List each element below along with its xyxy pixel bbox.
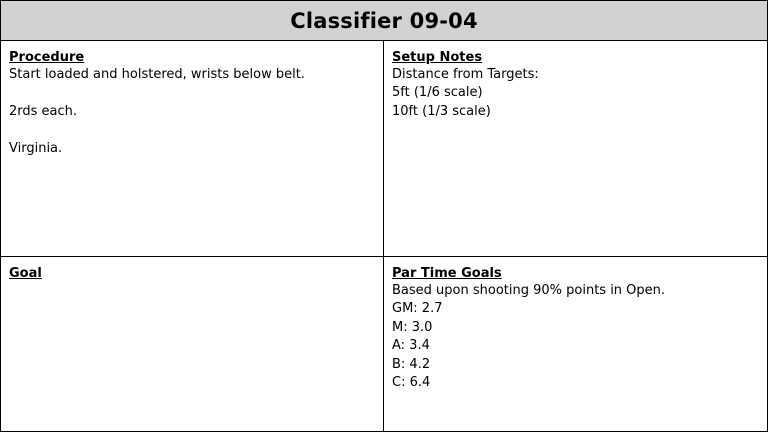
goal-heading: Goal bbox=[9, 266, 42, 281]
goal-cell bbox=[0, 256, 384, 432]
par-time-line: M: 3.0 bbox=[392, 319, 433, 335]
par-time-line: A: 3.4 bbox=[392, 338, 430, 354]
procedure-line: Virginia. bbox=[9, 140, 63, 156]
setup-notes-heading: Setup Notes bbox=[392, 50, 483, 65]
setup-notes-line: 5ft (1/6 scale) bbox=[392, 85, 483, 101]
par-time-line: GM: 2.7 bbox=[392, 301, 443, 317]
procedure-cell bbox=[0, 40, 384, 257]
procedure-line: Start loaded and holstered, wrists below belt. bbox=[9, 67, 305, 82]
procedure-line: 2rds each. bbox=[9, 103, 78, 119]
procedure-line bbox=[9, 84, 375, 102]
par-time-line: C: 6.4 bbox=[392, 375, 431, 391]
procedure-heading: Procedure bbox=[9, 50, 85, 65]
setup-notes-line: Distance from Targets: bbox=[392, 67, 539, 82]
page-title: Classifier 09-04 bbox=[290, 8, 478, 33]
setup-notes-cell bbox=[383, 40, 768, 257]
par-time-line: B: 4.2 bbox=[392, 356, 431, 372]
par-time-line: Based upon shooting 90% points in Open. bbox=[392, 283, 666, 298]
par-time-goals-heading: Par Time Goals bbox=[392, 266, 502, 281]
procedure-line bbox=[9, 121, 375, 139]
title-bar bbox=[0, 0, 768, 41]
setup-notes-line: 10ft (1/3 scale) bbox=[392, 103, 491, 119]
par-time-goals-cell bbox=[383, 256, 768, 432]
